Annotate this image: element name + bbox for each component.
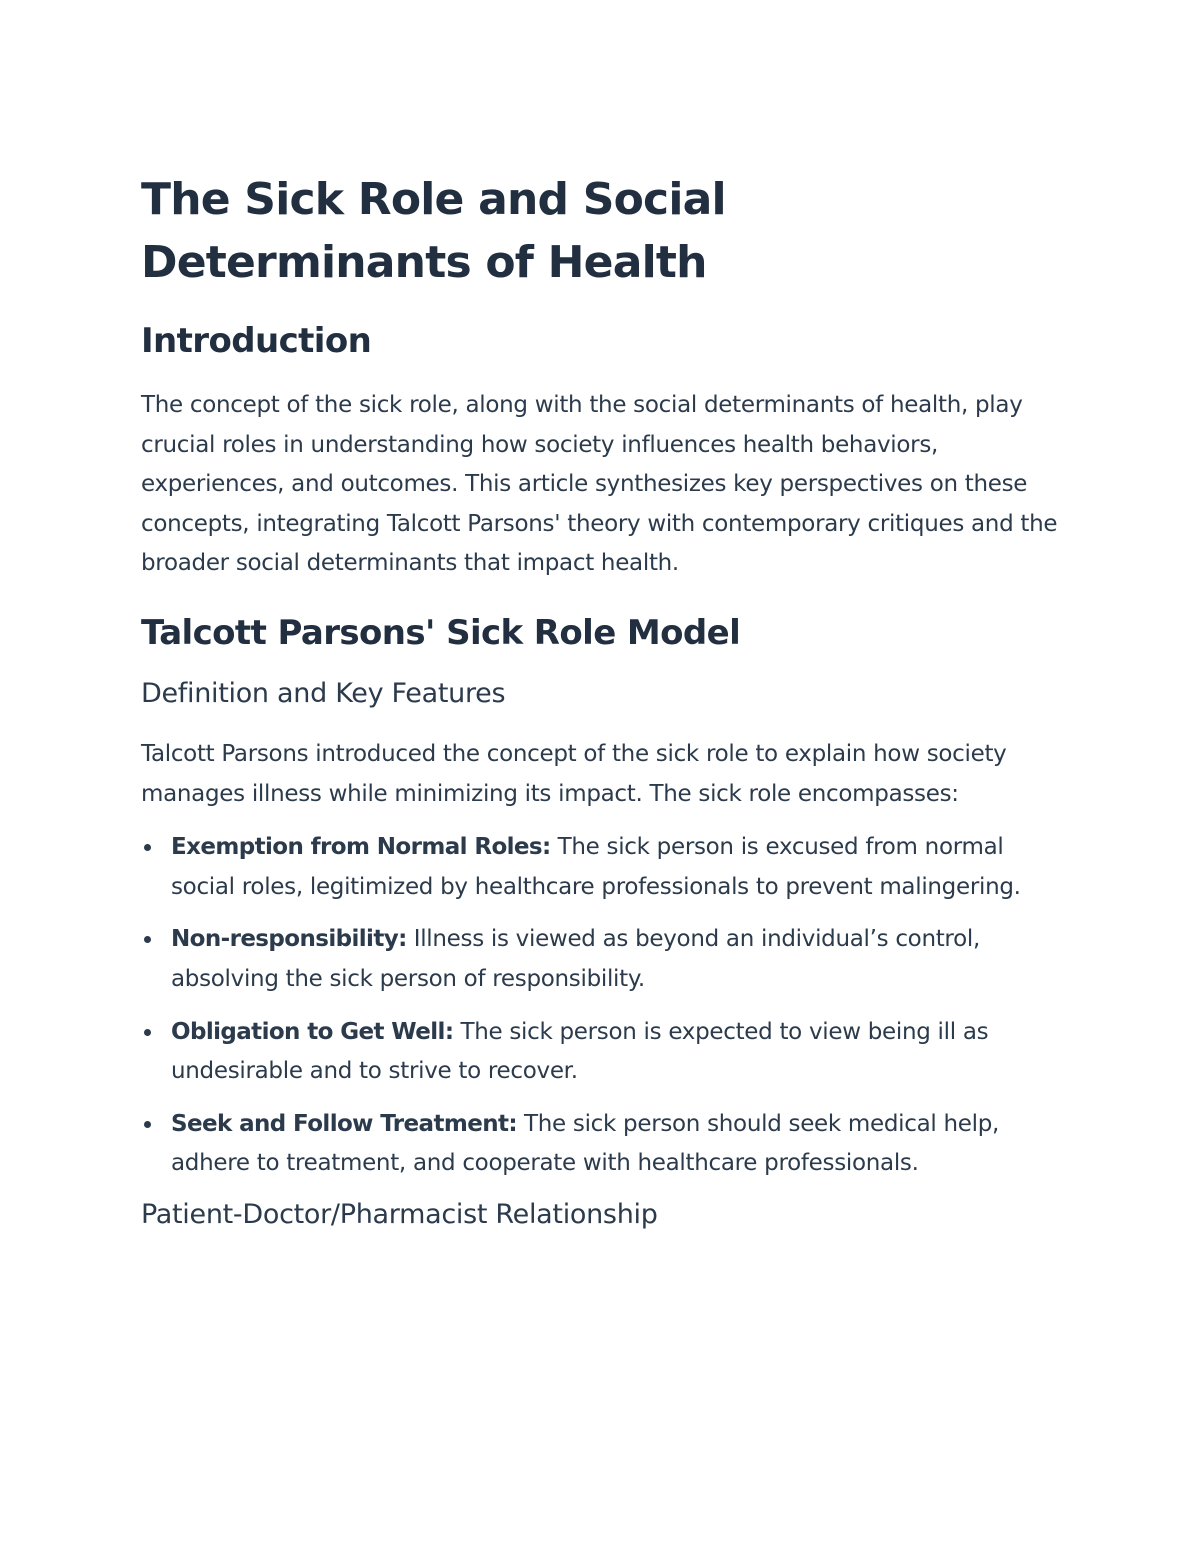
feature-text: The sick person should seek medical help, adhere to treatment, and cooperate with healthcare professionals. (171, 1110, 1000, 1177)
relationship-subheading: Patient-Doctor/Pharmacist Relationship (141, 1198, 658, 1230)
list-item (141, 1105, 1061, 1184)
list-item (141, 828, 1061, 907)
parsons-model-heading: Talcott Parsons' Sick Role Model (141, 612, 741, 653)
definition-subheading: Definition and Key Features (141, 677, 506, 709)
introduction-paragraph: The concept of the sick role, along with the social determinants of health, play crucial roles in understanding how society influences health behaviors, experiences, and outcomes. This article synthesizes key perspectives on these concepts, integrating Talcott Parsons' theory with contemporary critiques and the broader social determinants that impact health. (141, 392, 1058, 577)
feature-text: The sick person is expected to view being ill as undesirable and to strive to recover. (171, 1018, 989, 1085)
introduction-heading: Introduction (141, 321, 372, 361)
bullet-icon (144, 1121, 151, 1128)
list-item (141, 1013, 1061, 1092)
bullet-icon (144, 936, 151, 943)
feature-term: Non-responsibility: (171, 926, 407, 953)
document-page (141, 168, 1061, 1233)
feature-term: Obligation to Get Well: (171, 1018, 454, 1045)
feature-term: Exemption from Normal Roles: (171, 834, 551, 861)
sick-role-features-list (141, 828, 1061, 1184)
definition-paragraph: Talcott Parsons introduced the concept of the sick role to explain how society manages illness while minimizing its impact. The sick role encompasses: (141, 740, 1007, 807)
bullet-icon (144, 844, 151, 851)
list-item (141, 920, 1061, 999)
bullet-icon (144, 1029, 151, 1036)
feature-text: Illness is viewed as beyond an individual’s control, absolving the sick person of responsibility. (171, 926, 980, 992)
feature-text: The sick person is excused from normal social roles, legitimized by healthcare professionals to prevent malingering. (171, 834, 1021, 900)
document-title: The Sick Role and Social Determinants of Health (141, 174, 726, 288)
feature-term: Seek and Follow Treatment: (171, 1110, 517, 1137)
